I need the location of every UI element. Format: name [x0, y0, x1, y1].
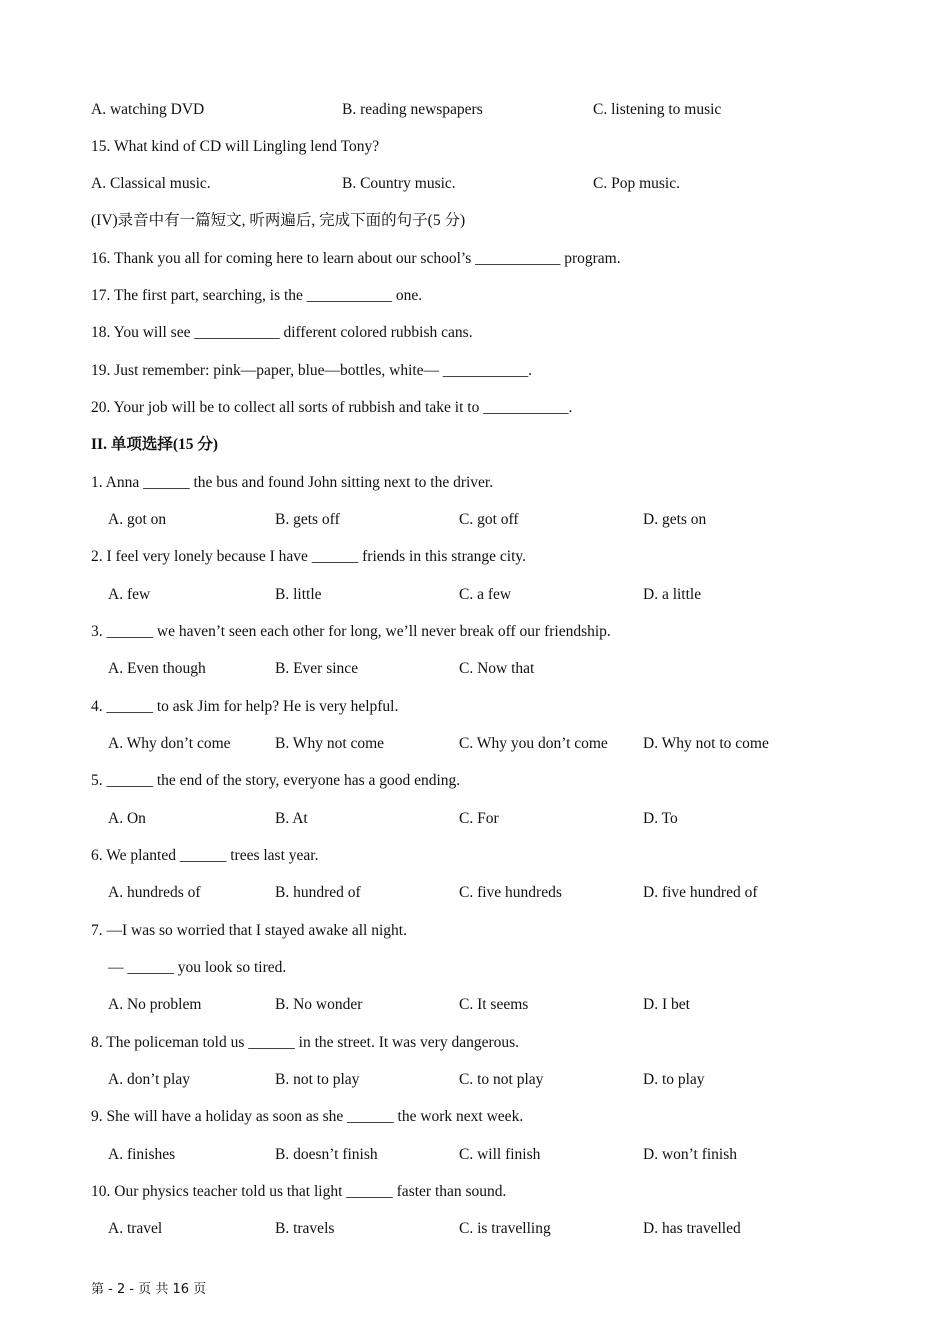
q5-option-b: B. At [275, 810, 308, 827]
mc-question-6: 6. We planted ______ trees last year. [91, 847, 319, 864]
q8-option-c: C. to not play [459, 1071, 544, 1088]
q5-option-d: D. To [643, 810, 678, 827]
q15-option-a: A. Classical music. [91, 175, 211, 192]
q6-option-d: D. five hundred of [643, 884, 758, 901]
mc-question-7: 7. —I was so worried that I stayed awake all night. [91, 922, 407, 939]
fill-question-20: 20. Your job will be to collect all sorts of rubbish and take it to ___________. [91, 399, 573, 416]
q7-option-b: B. No wonder [275, 996, 363, 1013]
q10-option-a: A. travel [108, 1220, 163, 1237]
q6-option-c: C. five hundreds [459, 884, 562, 901]
q10-option-b: B. travels [275, 1220, 335, 1237]
q10-option-d: D. has travelled [643, 1220, 741, 1237]
section-ii-heading: II. 单项选择(15 分) [91, 436, 219, 453]
fill-question-19: 19. Just remember: pink—paper, blue—bottles, white— ___________. [91, 362, 533, 379]
q14-option-c: C. listening to music [593, 101, 722, 118]
q4-option-a: A. Why don’t come [108, 735, 231, 752]
q1-option-a: A. got on [108, 511, 167, 528]
mc-question-5: 5. ______ the end of the story, everyone has a good ending. [91, 772, 461, 789]
q8-option-b: B. not to play [275, 1071, 360, 1088]
q10-option-c: C. is travelling [459, 1220, 551, 1237]
q9-option-c: C. will finish [459, 1146, 541, 1163]
q15-option-c: C. Pop music. [593, 175, 680, 192]
section-iv-heading: (IV)录音中有一篇短文, 听两遍后, 完成下面的句子(5 分) [91, 212, 466, 229]
q6-option-b: B. hundred of [275, 884, 361, 901]
q3-option-c: C. Now that [459, 660, 535, 677]
q1-option-c: C. got off [459, 511, 519, 528]
q3-option-b: B. Ever since [275, 660, 359, 677]
q4-option-c: C. Why you don’t come [459, 735, 608, 752]
mc-question-2: 2. I feel very lonely because I have ______ friends in this strange city. [91, 548, 527, 565]
q3-option-a: A. Even though [108, 660, 206, 677]
q1-option-b: B. gets off [275, 511, 340, 528]
q8-option-a: A. don’t play [108, 1071, 190, 1088]
q7-option-d: D. I bet [643, 996, 690, 1013]
q9-option-d: D. won’t finish [643, 1146, 738, 1163]
q14-option-a: A. watching DVD [91, 101, 205, 118]
q2-option-b: B. little [275, 586, 322, 603]
fill-question-16: 16. Thank you all for coming here to learn about our school’s ___________ program. [91, 250, 621, 267]
q7-option-c: C. It seems [459, 996, 529, 1013]
q4-option-b: B. Why not come [275, 735, 385, 752]
q5-option-c: C. For [459, 810, 499, 827]
q1-option-d: D. gets on [643, 511, 707, 528]
q8-option-d: D. to play [643, 1071, 705, 1088]
fill-question-17: 17. The first part, searching, is the ___________ one. [91, 287, 423, 304]
q9-option-b: B. doesn’t finish [275, 1146, 378, 1163]
q9-option-a: A. finishes [108, 1146, 176, 1163]
q2-option-d: D. a little [643, 586, 702, 603]
page-footer: 第 - 2 - 页 共 16 页 [91, 1282, 207, 1297]
question-15: 15. What kind of CD will Lingling lend Tony? [91, 138, 380, 155]
mc-question-9: 9. She will have a holiday as soon as she ______ the work next week. [91, 1108, 524, 1125]
fill-question-18: 18. You will see ___________ different colored rubbish cans. [91, 324, 473, 341]
mc-question-1: 1. Anna ______ the bus and found John sitting next to the driver. [91, 474, 494, 491]
mc-question-4: 4. ______ to ask Jim for help? He is very helpful. [91, 698, 399, 715]
mc-question-8: 8. The policeman told us ______ in the street. It was very dangerous. [91, 1034, 520, 1051]
mc-question-7-reply: — ______ you look so tired. [108, 959, 287, 976]
q15-option-b: B. Country music. [342, 175, 456, 192]
q2-option-c: C. a few [459, 586, 512, 603]
q4-option-d: D. Why not to come [643, 735, 769, 752]
mc-question-10: 10. Our physics teacher told us that light ______ faster than sound. [91, 1183, 507, 1200]
q5-option-a: A. On [108, 810, 146, 827]
q7-option-a: A. No problem [108, 996, 202, 1013]
q6-option-a: A. hundreds of [108, 884, 201, 901]
q14-option-b: B. reading newspapers [342, 101, 483, 118]
q2-option-a: A. few [108, 586, 151, 603]
mc-question-3: 3. ______ we haven’t seen each other for long, we’ll never break off our friendship. [91, 623, 611, 640]
